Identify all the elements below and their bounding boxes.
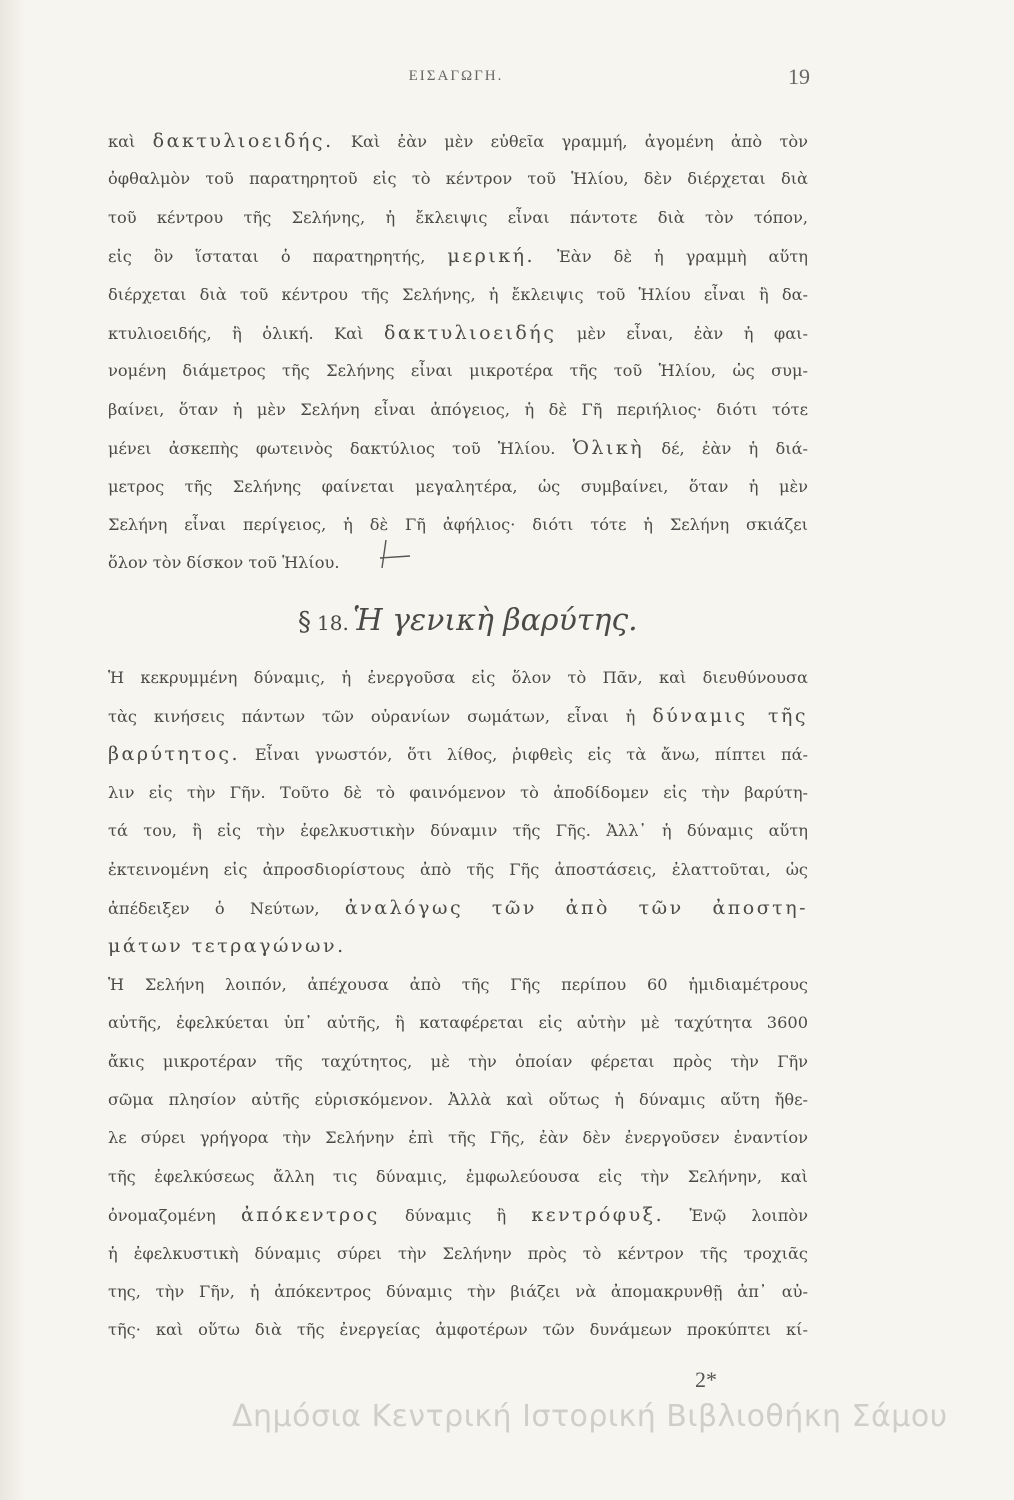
spaced-emphasis: κεντρόφυξ. (531, 1204, 665, 1227)
text-line (108, 160, 808, 198)
text-run: ἡ ἐφελκυστικὴ δύναμις σύρει τὴν Σελήνην πρὸς τὸ κέντρον τῆς τροχιᾶς (108, 1243, 808, 1263)
text-line (108, 506, 808, 544)
spaced-emphasis: ἀναλόγως τῶν ἀπὸ τῶν ἀποστη- (344, 897, 808, 920)
text-line (108, 697, 808, 735)
text-run: τῆς ἐφελκύσεως ἄλλη τις δύναμις, ἐμφωλεύουσα εἰς τὴν Σελήνην, καὶ (108, 1166, 808, 1186)
text-run: βαίνει, ὅταν ἡ μὲν Σελήνη εἶναι ἀπόγειος, ἡ δὲ Γῆ περιήλιος· διότι τότε (108, 399, 808, 419)
text-run: δύναμις ἢ (379, 1206, 532, 1226)
text-run: Ἐνῷ λοιπὸν (664, 1206, 808, 1226)
text-line (108, 659, 808, 697)
text-run: Ἡ κεκρυμμένη δύναμις, ἡ ἐνεργοῦσα εἰς ὅλον τὸ Πᾶν, καὶ διευθύνουσα (108, 667, 808, 687)
text-run: μὲν εἶναι, ἐὰν ἡ φαι- (556, 323, 808, 343)
text-run: ὀνομαζομένη (108, 1206, 241, 1226)
section-symbol: § (298, 606, 311, 637)
text-line (108, 1196, 808, 1234)
text-line (108, 927, 808, 965)
text-line (108, 429, 808, 467)
section-number: 18. (317, 610, 349, 635)
text-run: της, τὴν Γῆν, ἡ ἀπόκεντρος δύναμις τὴν βιάζει νὰ ἀπομακρυνθῇ ἀπ᾽ αὐ- (108, 1281, 808, 1301)
text-line (108, 276, 808, 314)
text-run: τά του, ἢ εἰς τὴν ἐφελκυστικὴν δύναμιν τῆς Γῆς. Ἀλλ᾽ ἡ δύναμις αὕτη (108, 821, 808, 841)
spaced-emphasis: δύναμις τῆς (652, 705, 808, 728)
spaced-emphasis: ἀπόκεντρος (240, 1204, 380, 1227)
paragraph-eclipse (108, 122, 808, 583)
text-run: αὐτῆς, ἐφελκύεται ὑπ᾽ αὐτῆς, ἢ καταφέρεται εἰς αὐτὴν μὲ ταχύτητα 3600 (108, 1013, 808, 1033)
text-line (108, 352, 808, 390)
text-run: Ἡ Σελήνη λοιπόν, ἀπέχουσα ἀπὸ τῆς Γῆς περίπου 60 ἡμιδιαμέτρους (108, 974, 808, 994)
text-line (108, 774, 808, 812)
text-line (108, 468, 808, 506)
text-line (108, 1235, 808, 1273)
spaced-emphasis: βαρύτητος. (108, 743, 241, 766)
spaced-emphasis: μερική. (447, 245, 535, 268)
library-watermark: Δημόσια Κεντρική Ιστορική Βιβλιοθήκη Σάμου (232, 1399, 948, 1434)
text-run: λε σύρει γρήγορα τὴν Σελήνην ἐπὶ τῆς Γῆς, ἐὰν δὲν ἐνεργοῦσεν ἐναντίον (108, 1128, 808, 1148)
body-text (108, 122, 808, 1350)
page-gutter-shadow (0, 0, 26, 1500)
text-run: τὰς κινήσεις πάντων τῶν οὐρανίων σωμάτων, εἶναι ἡ (108, 707, 653, 727)
section-heading (108, 583, 808, 659)
text-run: μένει ἀσκεπὴς φωτεινὸς δακτύλιος τοῦ Ἡλίου. (108, 439, 573, 459)
text-run: δέ, ἐὰν ἡ διά- (644, 439, 808, 459)
text-line (108, 391, 808, 429)
text-run: Καὶ ἐὰν μὲν εὐθεῖα γραμμή, ἀγομένη ἀπὸ τὸν (333, 132, 808, 151)
text-run: λιν εἰς τὴν Γῆν. Τοῦτο δὲ τὸ φαινόμενον τὸ ἀποδίδομεν εἰς τὴν βαρύτη- (108, 782, 808, 802)
text-run: Εἶναι γνωστόν, ὅτι λίθος, ῥιφθεὶς εἰς τὰ ἄνω, πίπτει πά- (240, 745, 808, 765)
text-line (108, 735, 808, 773)
text-run: Ἐὰν δὲ ἡ γραμμὴ αὕτη (535, 247, 808, 267)
paragraph-gravity (108, 659, 808, 966)
text-line (108, 851, 808, 889)
text-line (108, 237, 808, 275)
spaced-emphasis: δακτυλιοειδής (383, 321, 557, 344)
text-line (108, 314, 808, 352)
running-title: ΕΙΣΑΓΩΓΗ. (408, 68, 504, 84)
text-line (108, 1273, 808, 1311)
text-line (108, 966, 808, 1004)
text-run: ἀπέδειξεν ὁ Νεύτων, (108, 899, 345, 919)
text-line (108, 1043, 808, 1081)
page-number: 19 (788, 64, 810, 89)
paragraph-moon (108, 966, 808, 1350)
text-run: μετρος τῆς Σελήνης φαίνεται μεγαλητέρα, ὡς συμβαίνει, ὅταν ἡ μὲν (108, 476, 808, 496)
text-line (108, 1081, 808, 1119)
text-run: κτυλιοειδής, ἢ ὁλική. Καὶ (108, 323, 384, 343)
pen-mark-icon (374, 536, 414, 570)
text-line (108, 1311, 808, 1349)
spaced-emphasis: δακτυλιοειδής. (152, 130, 334, 152)
text-run: σῶμα πλησίον αὐτῆς εὑρισκόμενον. Ἀλλὰ καὶ οὕτως ἡ δύναμις αὕτη ἤθε- (108, 1089, 808, 1109)
section-title: Ἡ γενικὴ βαρύτης. (352, 602, 638, 638)
spaced-emphasis: Ὁλικὴ (572, 437, 645, 460)
text-line (108, 812, 808, 850)
text-line (108, 122, 808, 160)
text-run: καὶ (108, 132, 153, 151)
text-line (108, 544, 808, 582)
text-run: Σελήνη εἶναι περίγειος, ἡ δὲ Γῆ ἀφήλιος· διότι τότε ἡ Σελήνη σκιάζει (108, 514, 808, 534)
text-line (108, 889, 808, 927)
text-run: εἰς ὃν ἵσταται ὁ παρατηρητής, (108, 247, 448, 267)
text-line (108, 1119, 808, 1157)
text-run: τοῦ κέντρου τῆς Σελήνης, ἡ ἔκλειψις εἶναι πάντοτε διὰ τὸν τόπον, (108, 207, 808, 227)
text-run: διέρχεται διὰ τοῦ κέντρου τῆς Σελήνης, ἡ ἔκλειψις τοῦ Ἡλίου εἶναι ἢ δα- (108, 284, 808, 304)
spaced-emphasis: μάτων τετραγώνων. (108, 935, 346, 958)
text-run: ἐκτεινομένη εἰς ἀπροσδιορίστους ἀπὸ τῆς Γῆς ἀποστάσεις, ἐλαττοῦται, ὡς (108, 859, 808, 879)
text-run: τῆς· καὶ οὕτω διὰ τῆς ἐνεργείας ἀμφοτέρων τῶν δυνάμεων προκύπτει κί- (108, 1320, 808, 1340)
text-run: ὀφθαλμὸν τοῦ παρατηρητοῦ εἰς τὸ κέντρον τοῦ Ἡλίου, δὲν διέρχεται διὰ (108, 169, 808, 189)
signature-mark: 2* (695, 1367, 717, 1392)
text-line (108, 199, 808, 237)
text-line (108, 1158, 808, 1196)
text-run: ὅλον τὸν δίσκον τοῦ Ἡλίου. (108, 553, 340, 573)
page-header (108, 64, 810, 98)
text-run: ἄκις μικροτέραν τῆς ταχύτητος, μὲ τὴν ὁποίαν φέρεται πρὸς τὴν Γῆν (108, 1051, 808, 1071)
text-run: νομένη διάμετρος τῆς Σελήνης εἶναι μικροτέρα τῆς τοῦ Ἡλίου, ὡς συμ- (108, 361, 808, 381)
text-line (108, 1004, 808, 1042)
